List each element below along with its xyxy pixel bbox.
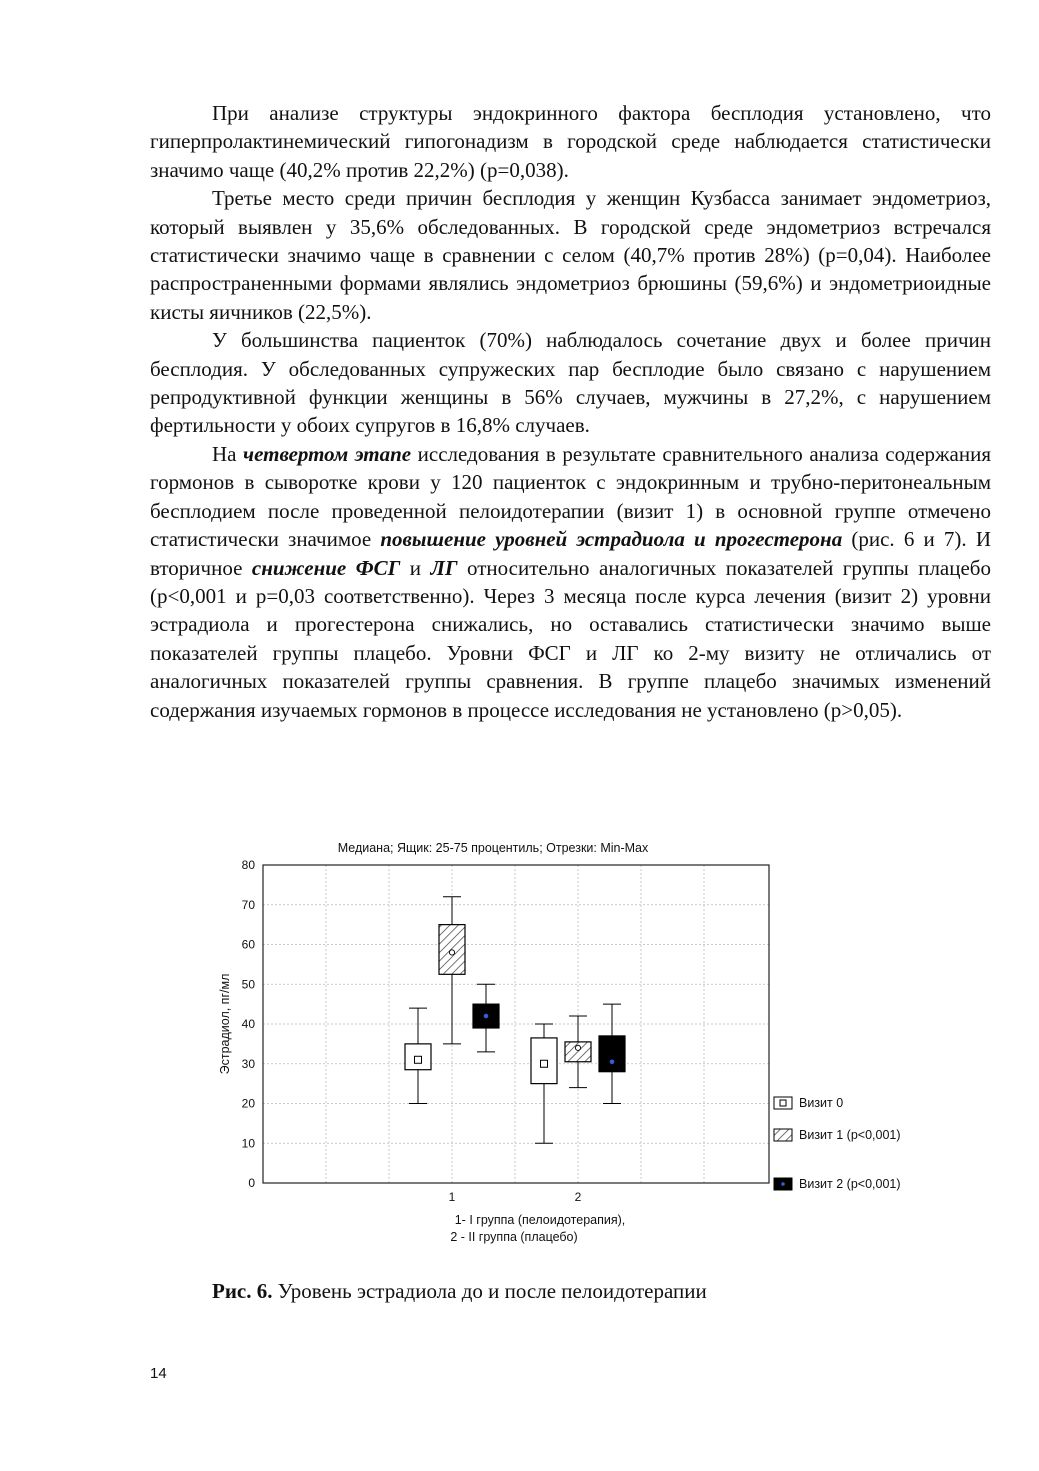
legend-item-0: [774, 1096, 843, 1110]
legend-item-2: [774, 1177, 901, 1191]
median-marker: [449, 950, 454, 955]
paragraph-1: При анализе структуры эндокринного фактора бесплодия установлено, что гиперпролактинемический гипогонадизм в городской среде наблюдается статистически значимо чаще (40,2% против 22,2%) (p=0,038).: [150, 101, 991, 182]
figure-caption-label: Рис. 6.: [212, 1279, 273, 1303]
legend-swatch-1: [774, 1129, 792, 1141]
y-tick-label-20: 20: [241, 1096, 255, 1111]
figure-caption-text: Уровень эстрадиола до и после пелоидотерапии: [272, 1279, 707, 1303]
p4-emphasis-decrease: снижение ФСГ: [251, 555, 401, 580]
x-tick-label-2: 2: [574, 1190, 582, 1204]
y-tick-label-50: 50: [241, 977, 255, 992]
box-2-1: [473, 984, 499, 1052]
legend-marker-2: [781, 1182, 785, 1186]
x-axis-label-line-1: 1- I группа (пелоидотерапия),: [454, 1213, 626, 1227]
y-tick-label-10: 10: [241, 1136, 255, 1151]
y-tick-label-0: 0: [248, 1176, 255, 1190]
y-tick-label-70: 70: [241, 897, 255, 912]
p4-emphasis-increase: повышение уровней эстрадиола и прогестерона: [380, 527, 843, 552]
chart-title: Медиана; Ящик: 25-75 процентиль; Отрезки: Min-Max: [337, 841, 649, 855]
legend-marker-0: [780, 1100, 786, 1106]
paragraph-4: [150, 440, 991, 724]
page-number: 14: [150, 1365, 167, 1382]
x-tick-label-1: 1: [448, 1190, 456, 1204]
p4-part-c: исследования в результате сравнительного анализа содержания гормонов в сыворотке крови у 120 пациенток с эндокринным и трубно-перитонеальным бесплодием после проведенной пелоидотерапии (визит 1) в основной группе отмечено статистически значимое: [150, 441, 991, 552]
p4-emphasis-lh: ЛГ: [430, 555, 458, 580]
y-tick-label-30: 30: [241, 1056, 255, 1071]
p4-part-g: и: [400, 555, 431, 580]
y-tick-label-80: 80: [241, 858, 255, 872]
legend-label-0: Визит 0: [799, 1096, 844, 1110]
box-2-2: [599, 1004, 625, 1103]
p4-emphasis-stage: четвертом этапе: [243, 441, 412, 466]
y-axis-label: Эстрадиол, пг/мл: [218, 973, 232, 1075]
figure-caption: [212, 1279, 707, 1304]
box-1-2: [565, 1016, 591, 1088]
legend: [774, 1096, 901, 1191]
paragraph-2: Третье место среди причин бесплодия у женщин Кузбасса занимает эндометриоз, который выявлен у 35,6% обследованных. В городской среде эндометриоз встречался статистически значимо чаще в сравнении с селом (40,7% против 28%) (p=0,04). Наиболее распространенными формами являлись эндометриоз брюшины (59,6%) и эндометриоидные кисты яичников (22,5%).: [150, 186, 991, 324]
x-axis-label-line-2: 2 - II группа (плацебо): [450, 1230, 578, 1244]
p4-part-i: относительно аналогичных показателей группы плацебо (p<0,001 и p=0,03 соответственно). Через 3 месяца после курса лечения (визит 2) уровни эстрадиола и прогестерона снижались, но оставались статистически значимо выше показателей группы плацебо. Уровни ФСГ и ЛГ ко 2-му визиту не отличались от аналогичных показателей группы сравнения. В группе плацебо значимых изменений содержания изучаемых гормонов в процессе исследования не установлено (p>0,05).: [150, 555, 991, 722]
box-iqr: [599, 1036, 625, 1072]
median-marker: [541, 1060, 548, 1067]
box-0-1: [405, 1008, 431, 1103]
paragraph-3: У большинства пациенток (70%) наблюдалось сочетание двух и более причин бесплодия. У обследованных супружеских пар бесплодие было связано с нарушением репродуктивной функции женщины в 56% случаев, мужчины в 27,2%, с нарушением фертильности у обоих супругов в 16,8% случаев.: [150, 328, 991, 438]
median-marker: [415, 1056, 422, 1063]
y-tick-label-60: 60: [241, 937, 255, 952]
body-text: [150, 99, 991, 724]
legend-item-1: [774, 1128, 901, 1142]
median-marker: [484, 1014, 489, 1019]
box-0-2: [531, 1024, 557, 1143]
box-1-1: [439, 897, 465, 1044]
p4-part-e: (рис. 6 и 7). И вторичное: [150, 527, 991, 580]
legend-label-2: Визит 2 (p<0,001): [799, 1177, 901, 1191]
y-tick-label-40: 40: [241, 1017, 255, 1031]
median-marker: [610, 1059, 615, 1064]
estradiol-boxplot-chart: [205, 830, 945, 1260]
p4-part-a: На: [212, 441, 244, 466]
median-marker: [575, 1045, 580, 1050]
legend-label-1: Визит 1 (p<0,001): [799, 1128, 901, 1142]
